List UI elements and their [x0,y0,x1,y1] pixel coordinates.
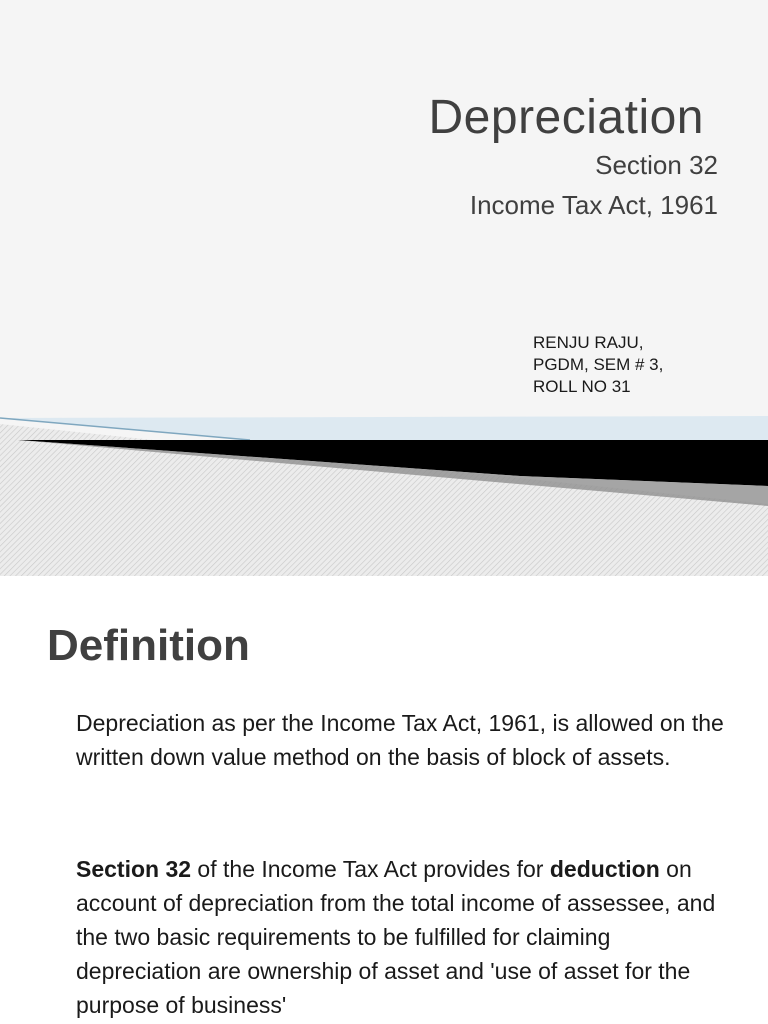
definition-paragraph-2 [76,852,726,1022]
para2-text-2: on account of depreciation from the total income of assessee, and the two basic requirements to be fulfilled for claiming depreciation are ownership of asset and 'use of asset for the purpose of business' [76,856,716,1018]
decorative-band [0,410,768,576]
slide-title: Depreciation [428,91,704,144]
author-roll: ROLL NO 31 [533,377,631,396]
deduction-bold: deduction [549,856,660,882]
definition-paragraph-1: Depreciation as per the Income Tax Act, 1961, is allowed on the written down value method on the basis of block of assets. [76,710,724,770]
para2-text-1: of the Income Tax Act provides for [191,856,550,882]
author-name: RENJU RAJU, [533,333,644,352]
definition-slide [0,576,768,1024]
subtitle-act: Income Tax Act, 1961 [469,190,718,220]
author-block [533,332,663,398]
definition-title: Definition [47,621,250,670]
slide-subtitle [470,145,718,225]
section-32-bold: Section 32 [76,856,192,882]
subtitle-section: Section 32 [595,150,718,180]
author-program: PGDM, SEM # 3, [533,355,664,374]
